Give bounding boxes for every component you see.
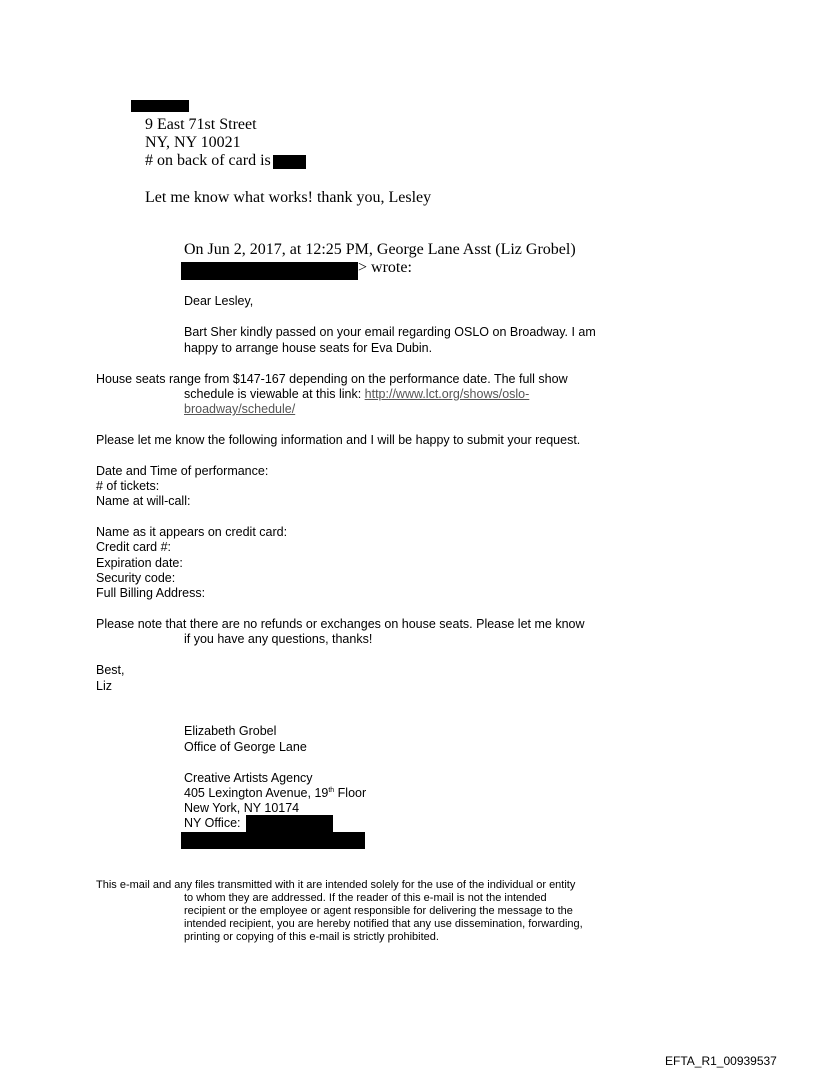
redaction-bar (273, 155, 306, 169)
signature-name: Elizabeth Grobel (184, 724, 277, 738)
disclaimer-line4: intended recipient, you are hereby notified that any use dissemination, forwarding, (184, 918, 583, 930)
disclaimer-line1: This e-mail and any files transmitted with it are intended solely for the use of the individual or entity (96, 879, 576, 891)
field-billing: Full Billing Address: (96, 586, 206, 600)
redaction-bar (246, 815, 333, 832)
intro-line1: Bart Sher kindly passed on your email regarding OSLO on Broadway. I am (184, 325, 596, 339)
note-line2: if you have any questions, thanks! (184, 632, 373, 646)
field-willcall: Name at will-call: (96, 494, 191, 508)
signature-phone-label: NY Office: (184, 816, 241, 830)
card-note-text: # on back of card is (145, 152, 271, 169)
seats-line2 (184, 387, 529, 402)
signature-company: Creative Artists Agency (184, 771, 313, 785)
redaction-bar (131, 100, 189, 112)
card-note (145, 152, 271, 170)
signature-city: New York, NY 10174 (184, 801, 300, 815)
field-cardnum: Credit card #: (96, 540, 172, 554)
disclaimer-line2: to whom they are addressed. If the reader of this e-mail is not the intended (184, 892, 547, 904)
field-cardname: Name as it appears on credit card: (96, 525, 288, 539)
schedule-link[interactable]: http://www.lct.org/shows/oslo- (364, 387, 530, 401)
intro-line2: happy to arrange house seats for Eva Dubin. (184, 341, 433, 355)
seats-line1: House seats range from $147-167 depending on the performance date. The full show (96, 372, 568, 386)
seats-line2-prefix: schedule is viewable at this link: (184, 387, 365, 401)
field-tickets: # of tickets: (96, 479, 160, 493)
closing: Best, (96, 663, 125, 677)
quote-header-line2: > wrote: (358, 259, 412, 276)
address-city: NY, NY 10021 (145, 134, 241, 151)
disclaimer-line5: printing or copying of this e-mail is strictly prohibited. (184, 931, 439, 943)
reply-text: Let me know what works! thank you, Lesley (145, 189, 432, 206)
request-text: Please let me know the following information and I will be happy to submit your request. (96, 433, 581, 447)
disclaimer-line3: recipient or the employee or agent responsible for delivering the message to the (184, 905, 573, 917)
footer-id: EFTA_R1_00939537 (665, 1054, 777, 1068)
field-date: Date and Time of performance: (96, 464, 269, 478)
schedule-link-cont[interactable]: broadway/schedule/ (184, 402, 296, 416)
field-expiration: Expiration date: (96, 556, 183, 570)
closing-name: Liz (96, 679, 112, 693)
redaction-bar (181, 262, 358, 280)
signature-address (184, 786, 366, 801)
address-street: 9 East 71st Street (145, 116, 257, 133)
note-line1: Please note that there are no refunds or exchanges on house seats. Please let me know (96, 617, 585, 631)
email-greeting: Dear Lesley, (184, 294, 254, 308)
quote-header-line1: On Jun 2, 2017, at 12:25 PM, George Lane Asst (Liz Grobel) (184, 241, 576, 258)
signature-office: Office of George Lane (184, 740, 307, 754)
redaction-bar (181, 832, 365, 849)
address-prefix: 405 Lexington Avenue, 19 (184, 786, 329, 800)
field-security: Security code: (96, 571, 176, 585)
address-sup: th (328, 786, 335, 794)
address-suffix: Floor (334, 786, 367, 800)
